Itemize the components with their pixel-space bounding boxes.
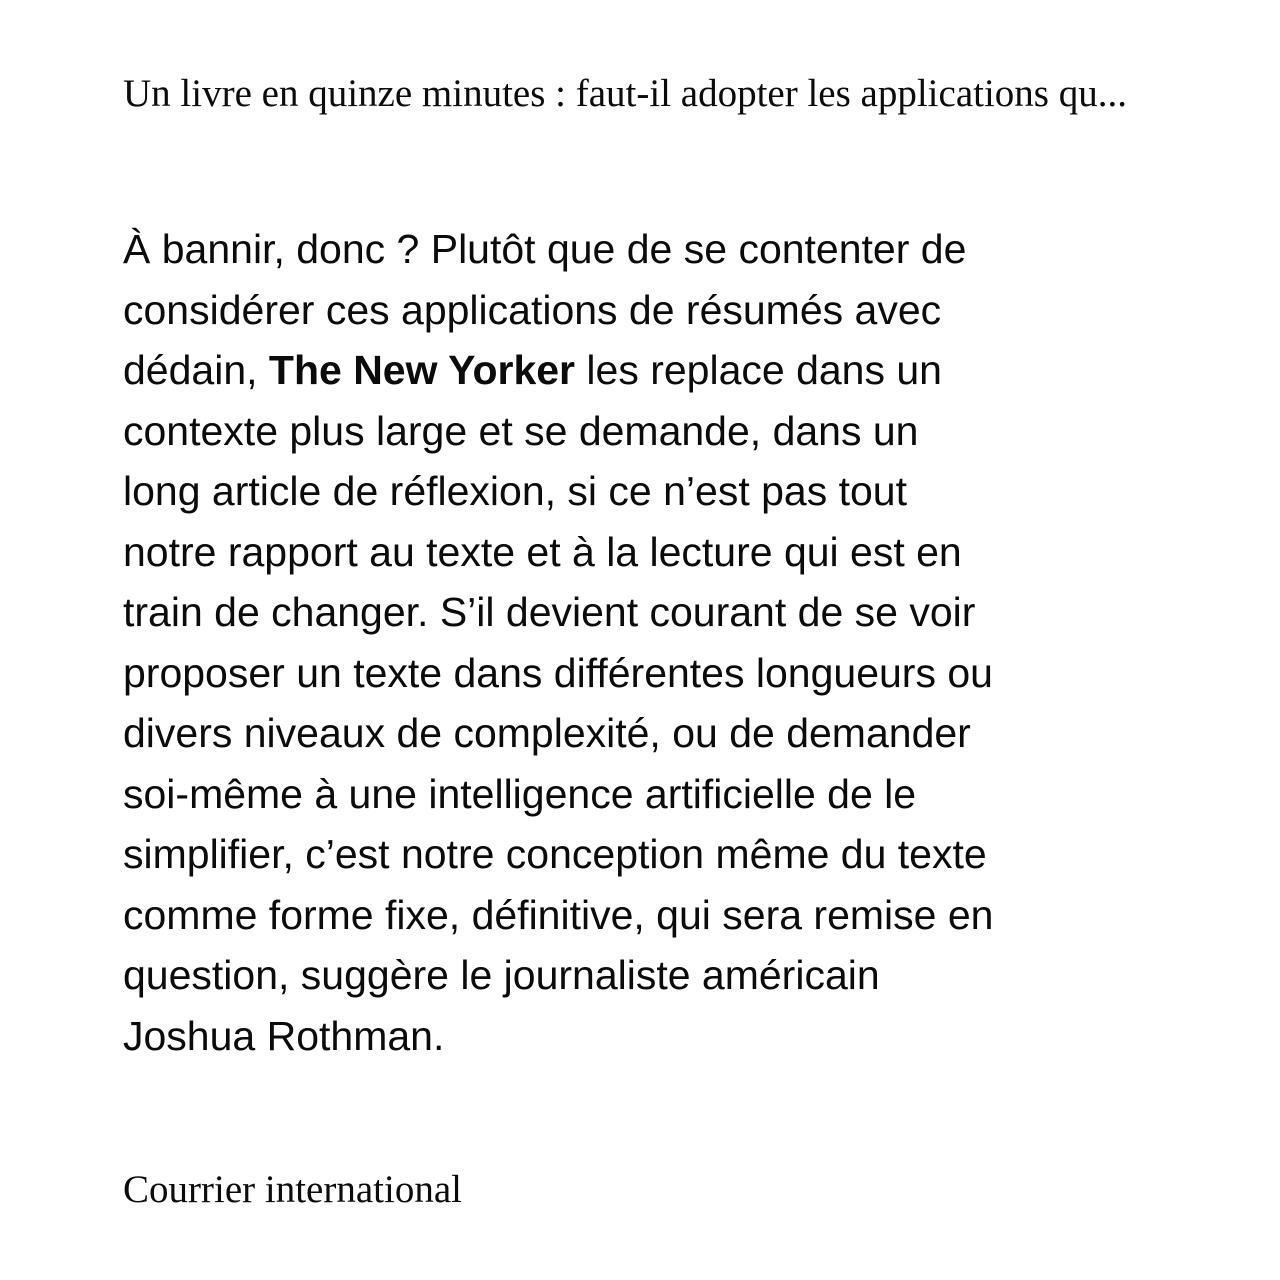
paragraph-line: divers niveaux de complexité, ou de demander bbox=[123, 710, 971, 756]
article-paragraph bbox=[123, 219, 1123, 1066]
paragraph-line: simplifier, c’est notre conception même du texte bbox=[123, 831, 987, 877]
headline: Un livre en quinze minutes : faut-il adopter les applications qu... bbox=[123, 72, 1127, 115]
paragraph-line: notre rapport au texte et à la lecture qui est en bbox=[123, 528, 962, 575]
paragraph-line: soi-même à une intelligence artificielle de le bbox=[123, 770, 917, 817]
paragraph-line: question, suggère le journaliste américain bbox=[123, 952, 880, 998]
paragraph-line: contexte plus large et se demande, dans un bbox=[123, 407, 919, 454]
source-credit: Courrier international bbox=[123, 1168, 462, 1211]
paragraph-line: considérer ces applications de résumés avec bbox=[123, 286, 942, 333]
paragraph-text: les replace dans un bbox=[575, 347, 942, 393]
publication-name: The New Yorker bbox=[268, 347, 576, 393]
paragraph-line: long article de réflexion, si ce n’est pas tout bbox=[123, 468, 907, 514]
paragraph-line: À bannir, donc ? Plutôt que de se contenter de bbox=[123, 226, 967, 272]
paragraph-line: proposer un texte dans différentes longueurs ou bbox=[123, 649, 993, 696]
paragraph-line: Joshua Rothman. bbox=[123, 1012, 445, 1059]
paragraph-text: dédain, bbox=[123, 347, 269, 393]
paragraph-line: comme forme fixe, définitive, qui sera remise en bbox=[123, 891, 994, 938]
paragraph-line: train de changer. S’il devient courant de se voir bbox=[123, 589, 976, 635]
paragraph-line bbox=[123, 340, 1123, 401]
